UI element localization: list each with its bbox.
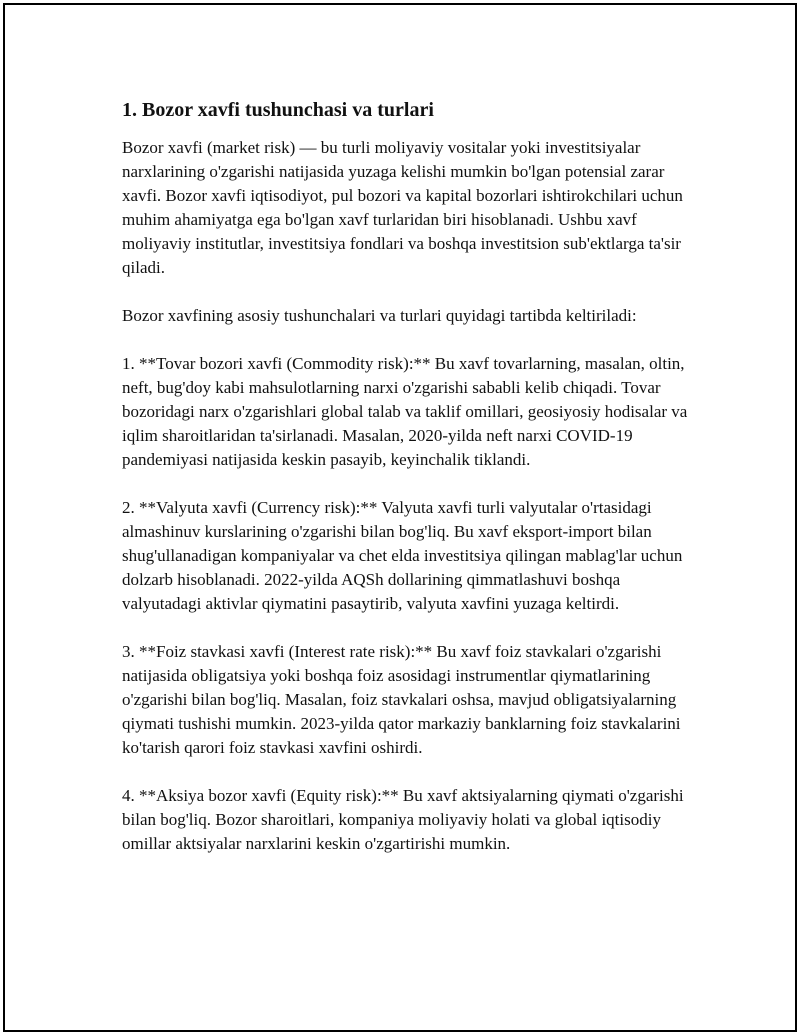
document-body [122, 97, 690, 880]
document-page [3, 3, 797, 1032]
commodity-risk-paragraph: 1. **Tovar bozori xavfi (Commodity risk):** Bu xavf tovarlarning, masalan, oltin, neft, bug'doy kabi mahsulotlarning narxi o'zgarishi sababli kelib chiqadi. Tovar bozoridagi narx o'zgarishlari global talab va taklif omillari, geosiyosiy hodisalar va iqlim sharoitlaridan ta'sirlanadi. Masalan, 2020-yilda neft narxi COVID-19 pandemiyasi natijasida keskin pasayib, keyinchalik tiklandi. [122, 354, 688, 469]
currency-risk-paragraph: 2. **Valyuta xavfi (Currency risk):** Valyuta xavfi turli valyutalar o'rtasidagi almashinuv kurslarining o'zgarishi bilan bog'liq. Bu xavf eksport-import bilan shug'ullanadigan kompaniyalar va chet elda investitsiya qilingan mablag'lar uchun dolzarb hisoblanadi. 2022-yilda AQSh dollarining qimmatlashuvi boshqa valyutadagi aktivlar qiymatini pasaytirib, valyuta xavfini yuzaga keltirdi. [122, 498, 683, 613]
list-intro-paragraph: Bozor xavfining asosiy tushunchalari va turlari quyidagi tartibda keltiriladi: [122, 306, 637, 325]
equity-risk-paragraph: 4. **Aksiya bozor xavfi (Equity risk):** Bu xavf aktsiyalarning qiymati o'zgarishi bilan bog'liq. Bozor sharoitlari, kompaniya moliyaviy holati va global iqtisodiy omillar aktsiyalar narxlarini keskin o'zgartirishi mumkin. [122, 786, 684, 853]
interest-rate-risk-paragraph: 3. **Foiz stavkasi xavfi (Interest rate risk):** Bu xavf foiz stavkalari o'zgarishi natijasida obligatsiya yoki boshqa foiz asosidagi instrumentlar qiymatlarining o'zgarishi bilan bog'liq. Masalan, foiz stavkalari oshsa, mavjud obligatsiyalarning qiymati tushishi mumkin. 2023-yilda qator markaziy banklarning foiz stavkalarini ko'tarish qarori foiz stavkasi xavfini oshirdi. [122, 642, 681, 757]
intro-paragraph: Bozor xavfi (market risk) — bu turli moliyaviy vositalar yoki investitsiyalar narxlarining o'zgarishi natijasida yuzaga kelishi mumkin bo'lgan potensial zarar xavfi. Bozor xavfi iqtisodiyot, pul bozori va kapital bozorlari ishtirokchilari uchun muhim ahamiyatga ega bo'lgan xavf turlaridan biri hisoblanadi. Ushbu xavf moliyaviy institutlar, investitsiya fondlari va boshqa investitsion sub'ektlarga ta'sir qiladi. [122, 138, 683, 277]
section-heading: 1. Bozor xavfi tushunchasi va turlari [122, 99, 434, 121]
